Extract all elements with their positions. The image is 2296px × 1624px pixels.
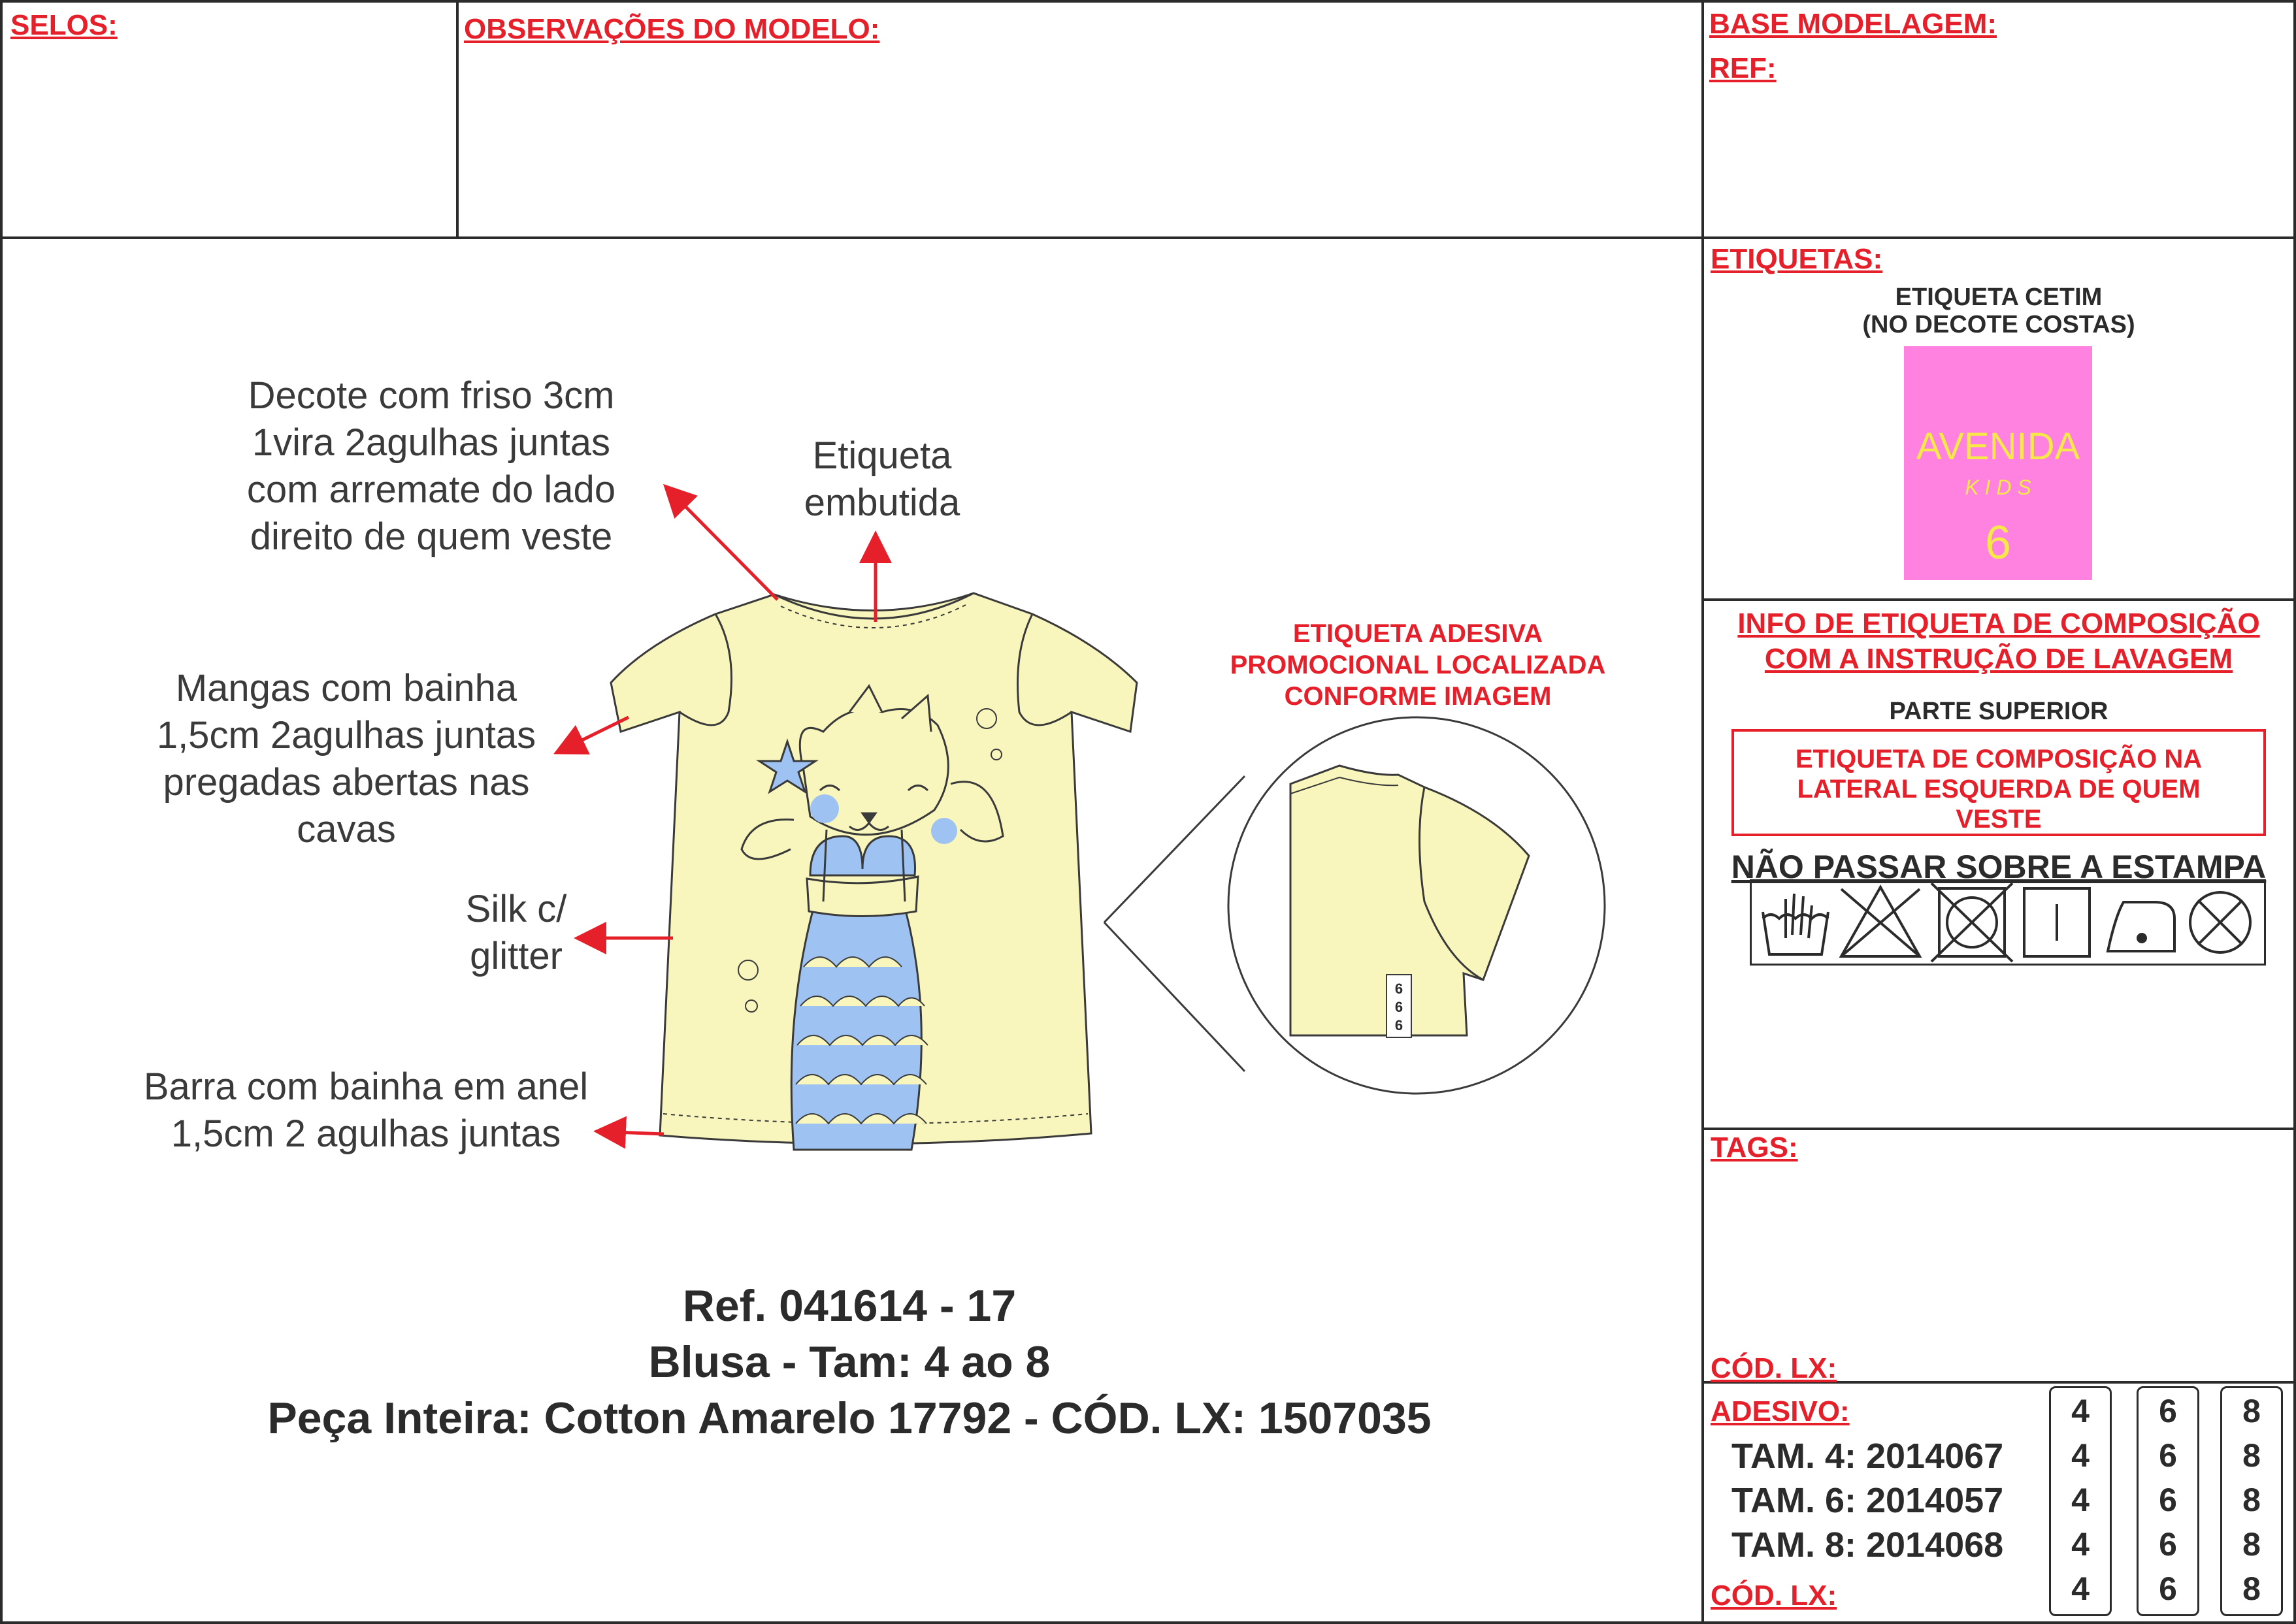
size-cell: 6 <box>2159 1393 2177 1429</box>
etiqueta-adesiva-line: ETIQUETA ADESIVA <box>1292 619 1543 648</box>
size-cell: 4 <box>2071 1437 2090 1474</box>
product-ref: Ref. 041614 - 17 <box>682 1281 1017 1331</box>
ref-label: REF: <box>1709 52 1777 84</box>
size-column-8 <box>2220 1386 2283 1616</box>
zoom-size-digit: 6 <box>1394 999 1403 1015</box>
selos-label: SELOS: <box>10 9 118 41</box>
decote-line: com arremate do lado <box>246 468 616 511</box>
hand-wash-icon <box>1763 894 1828 954</box>
size-column-6 <box>2137 1386 2199 1616</box>
etiqueta-line: embutida <box>804 481 960 524</box>
care-symbols-art <box>1750 879 2266 966</box>
etiqueta-adesiva-note <box>1196 618 1640 712</box>
size-cell: 8 <box>2242 1526 2261 1563</box>
observacoes-label: OBSERVAÇÕES DO MODELO: <box>464 13 880 45</box>
mangas-line: cavas <box>297 808 396 851</box>
barra-line: Barra com bainha em anel <box>143 1065 589 1108</box>
zoom-size-label <box>1386 980 1411 1035</box>
tags-box <box>1701 1128 2296 1384</box>
etiqueta-line: Etiqueta <box>812 434 952 477</box>
size-cell: 8 <box>2242 1437 2261 1474</box>
mangas-line: Mangas com bainha <box>175 667 517 709</box>
decote-line: 1vira 2agulhas juntas <box>252 421 611 464</box>
brand-size: 6 <box>1984 517 2012 569</box>
size-cell: 6 <box>2159 1570 2177 1607</box>
brand-name: AVENIDA <box>1916 425 2080 468</box>
tags-cod-lx: CÓD. LX: <box>1711 1352 1837 1384</box>
adesivo-line: TAM. 4: 2014067 <box>1731 1437 2004 1476</box>
line-dry-icon <box>2024 888 2090 956</box>
etiquetas-label: ETIQUETAS: <box>1711 243 1883 275</box>
etiqueta-adesiva-line: CONFORME IMAGEM <box>1284 682 1552 711</box>
mangas-line: pregadas abertas nas <box>163 761 530 804</box>
nao-passar-warning: NÃO PASSAR SOBRE A ESTAMPA <box>1731 849 2267 885</box>
size-cell: 4 <box>2071 1526 2090 1563</box>
no-tumble-dry-icon <box>1931 883 2012 962</box>
size-cell: 8 <box>2242 1393 2261 1429</box>
etiqueta-cetim-line2: (NO DECOTE COSTAS) <box>1862 311 2135 338</box>
size-cell: 8 <box>2242 1482 2261 1518</box>
composicao-box-line1: ETIQUETA DE COMPOSIÇÃO NA <box>1795 745 2203 773</box>
adesivo-label: ADESIVO: <box>1711 1395 1850 1427</box>
silk-line: Silk c/ <box>465 888 567 930</box>
size-column-4 <box>2049 1386 2112 1616</box>
brand-sub: K I D S <box>1965 476 2031 499</box>
decote-line: Decote com friso 3cm <box>248 374 615 417</box>
size-cell: 6 <box>2159 1526 2177 1563</box>
size-cell: 6 <box>2159 1482 2177 1518</box>
composicao-box-line3: VESTE <box>1956 805 2042 834</box>
parte-superior: PARTE SUPERIOR <box>1889 698 2108 725</box>
zoom-size-digit: 6 <box>1394 1017 1403 1033</box>
adesivo-line: TAM. 8: 2014068 <box>1731 1525 2004 1565</box>
iron-low-icon <box>2108 902 2174 951</box>
size-cell: 6 <box>2159 1437 2177 1474</box>
silk-line: glitter <box>470 935 563 977</box>
mangas-line: 1,5cm 2agulhas juntas <box>156 714 536 756</box>
tags-label: TAGS: <box>1711 1131 1798 1163</box>
composicao-box-line2: LATERAL ESQUERDA DE QUEM <box>1797 775 2201 804</box>
size-cell: 4 <box>2071 1570 2090 1607</box>
composicao-red-box <box>1731 729 2266 836</box>
brand-label <box>1904 346 2092 580</box>
size-cell: 4 <box>2071 1393 2090 1429</box>
composicao-title-line2: COM A INSTRUÇÃO DE LAVAGEM <box>1764 643 2233 675</box>
no-dry-clean-icon <box>2190 892 2250 952</box>
product-blusa: Blusa - Tam: 4 ao 8 <box>648 1337 1051 1387</box>
zoom-size-digit: 6 <box>1394 981 1403 997</box>
etiqueta-adesiva-line: PROMOCIONAL LOCALIZADA <box>1230 651 1606 679</box>
size-cell: 4 <box>2071 1482 2090 1518</box>
product-peca: Peça Inteira: Cotton Amarelo 17792 - CÓD. LX: 1507035 <box>267 1393 1432 1443</box>
decote-line: direito de quem veste <box>250 515 613 558</box>
etiqueta-cetim-line1: ETIQUETA CETIM <box>1895 284 2103 311</box>
composicao-title-line1: INFO DE ETIQUETA DE COMPOSIÇÃO <box>1737 608 2260 640</box>
adesivo-line: TAM. 6: 2014057 <box>1731 1481 2004 1520</box>
barra-line: 1,5cm 2 agulhas juntas <box>171 1112 561 1155</box>
no-bleach-icon <box>1841 887 1920 956</box>
zoom-detail <box>1104 717 1605 1094</box>
adesivo-cod-lx: CÓD. LX: <box>1711 1580 1837 1612</box>
size-cell: 8 <box>2242 1570 2261 1607</box>
base-modelagem-label: BASE MODELAGEM: <box>1709 8 1997 40</box>
